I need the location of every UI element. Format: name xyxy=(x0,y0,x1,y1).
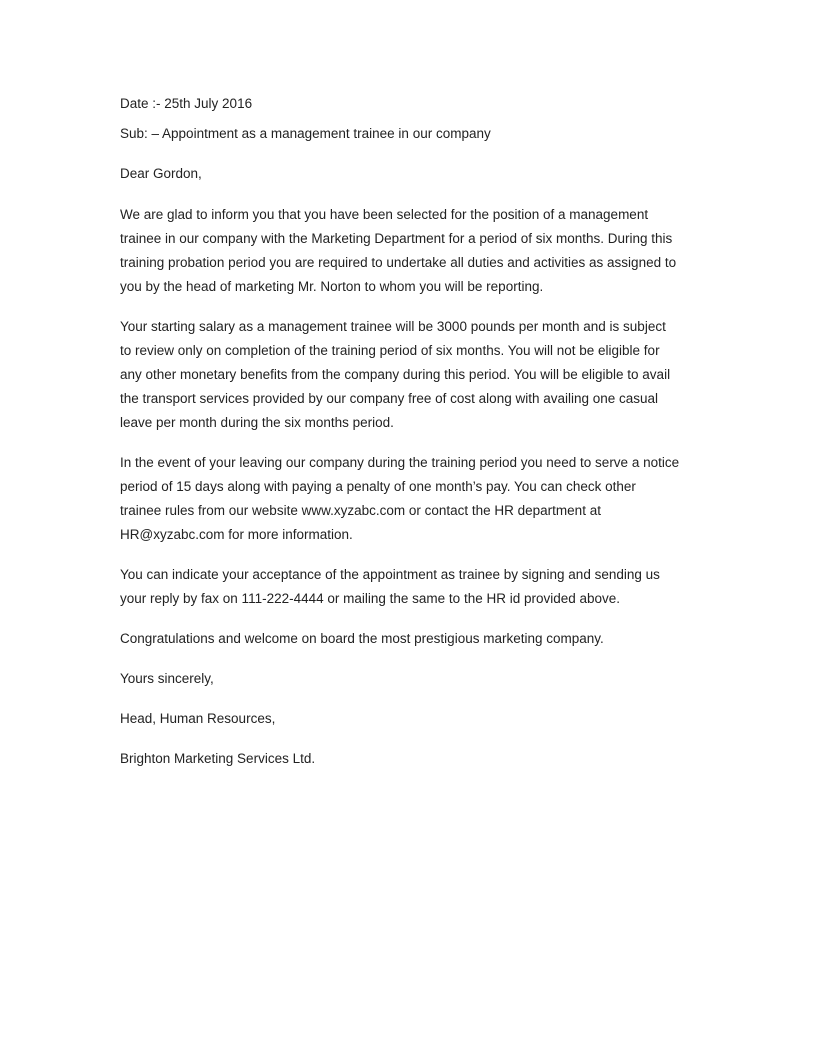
letter-paragraph-salary: Your starting salary as a management trainee will be 3000 pounds per month and is subject to review only on completion of the training period of six months. You will not be eligible for any other monetary benefits from the company during this period. You will be eligible to avail the transport services provided by our company free of cost along with availing one casual leave per month during the six months period. xyxy=(120,319,671,430)
letter-body xyxy=(120,92,680,787)
signatory-title: Head, Human Resources, xyxy=(120,711,276,726)
letter-paragraph-acceptance: You can indicate your acceptance of the appointment as trainee by signing and sending us your reply by fax on 111-222-4444 or mailing the same to the HR id provided above. xyxy=(120,567,660,606)
company-name: Brighton Marketing Services Ltd. xyxy=(120,751,316,766)
letter-subject: Sub: – Appointment as a management trainee in our company xyxy=(120,126,491,141)
letter-date: Date :- 25th July 2016 xyxy=(120,96,253,111)
letter-paragraph-notice: In the event of your leaving our company during the training period you need to serve a notice period of 15 days along with paying a penalty of one month’s pay. You can check other trainee rules from our website www.xyzabc.com or contact the HR department at HR@xyzabc.com for more information. xyxy=(120,455,680,542)
letter-paragraph-congratulations: Congratulations and welcome on board the most prestigious marketing company. xyxy=(120,631,604,646)
letter-closing: Yours sincerely, xyxy=(120,671,214,686)
letter-salutation: Dear Gordon, xyxy=(120,166,202,181)
letter-paragraph-selection: We are glad to inform you that you have been selected for the position of a management trainee in our company with the Marketing Department for a period of six months. During this training probation period you are required to undertake all duties and activities as assigned to you by the head of marketing Mr. Norton to whom you will be reporting. xyxy=(120,207,677,294)
